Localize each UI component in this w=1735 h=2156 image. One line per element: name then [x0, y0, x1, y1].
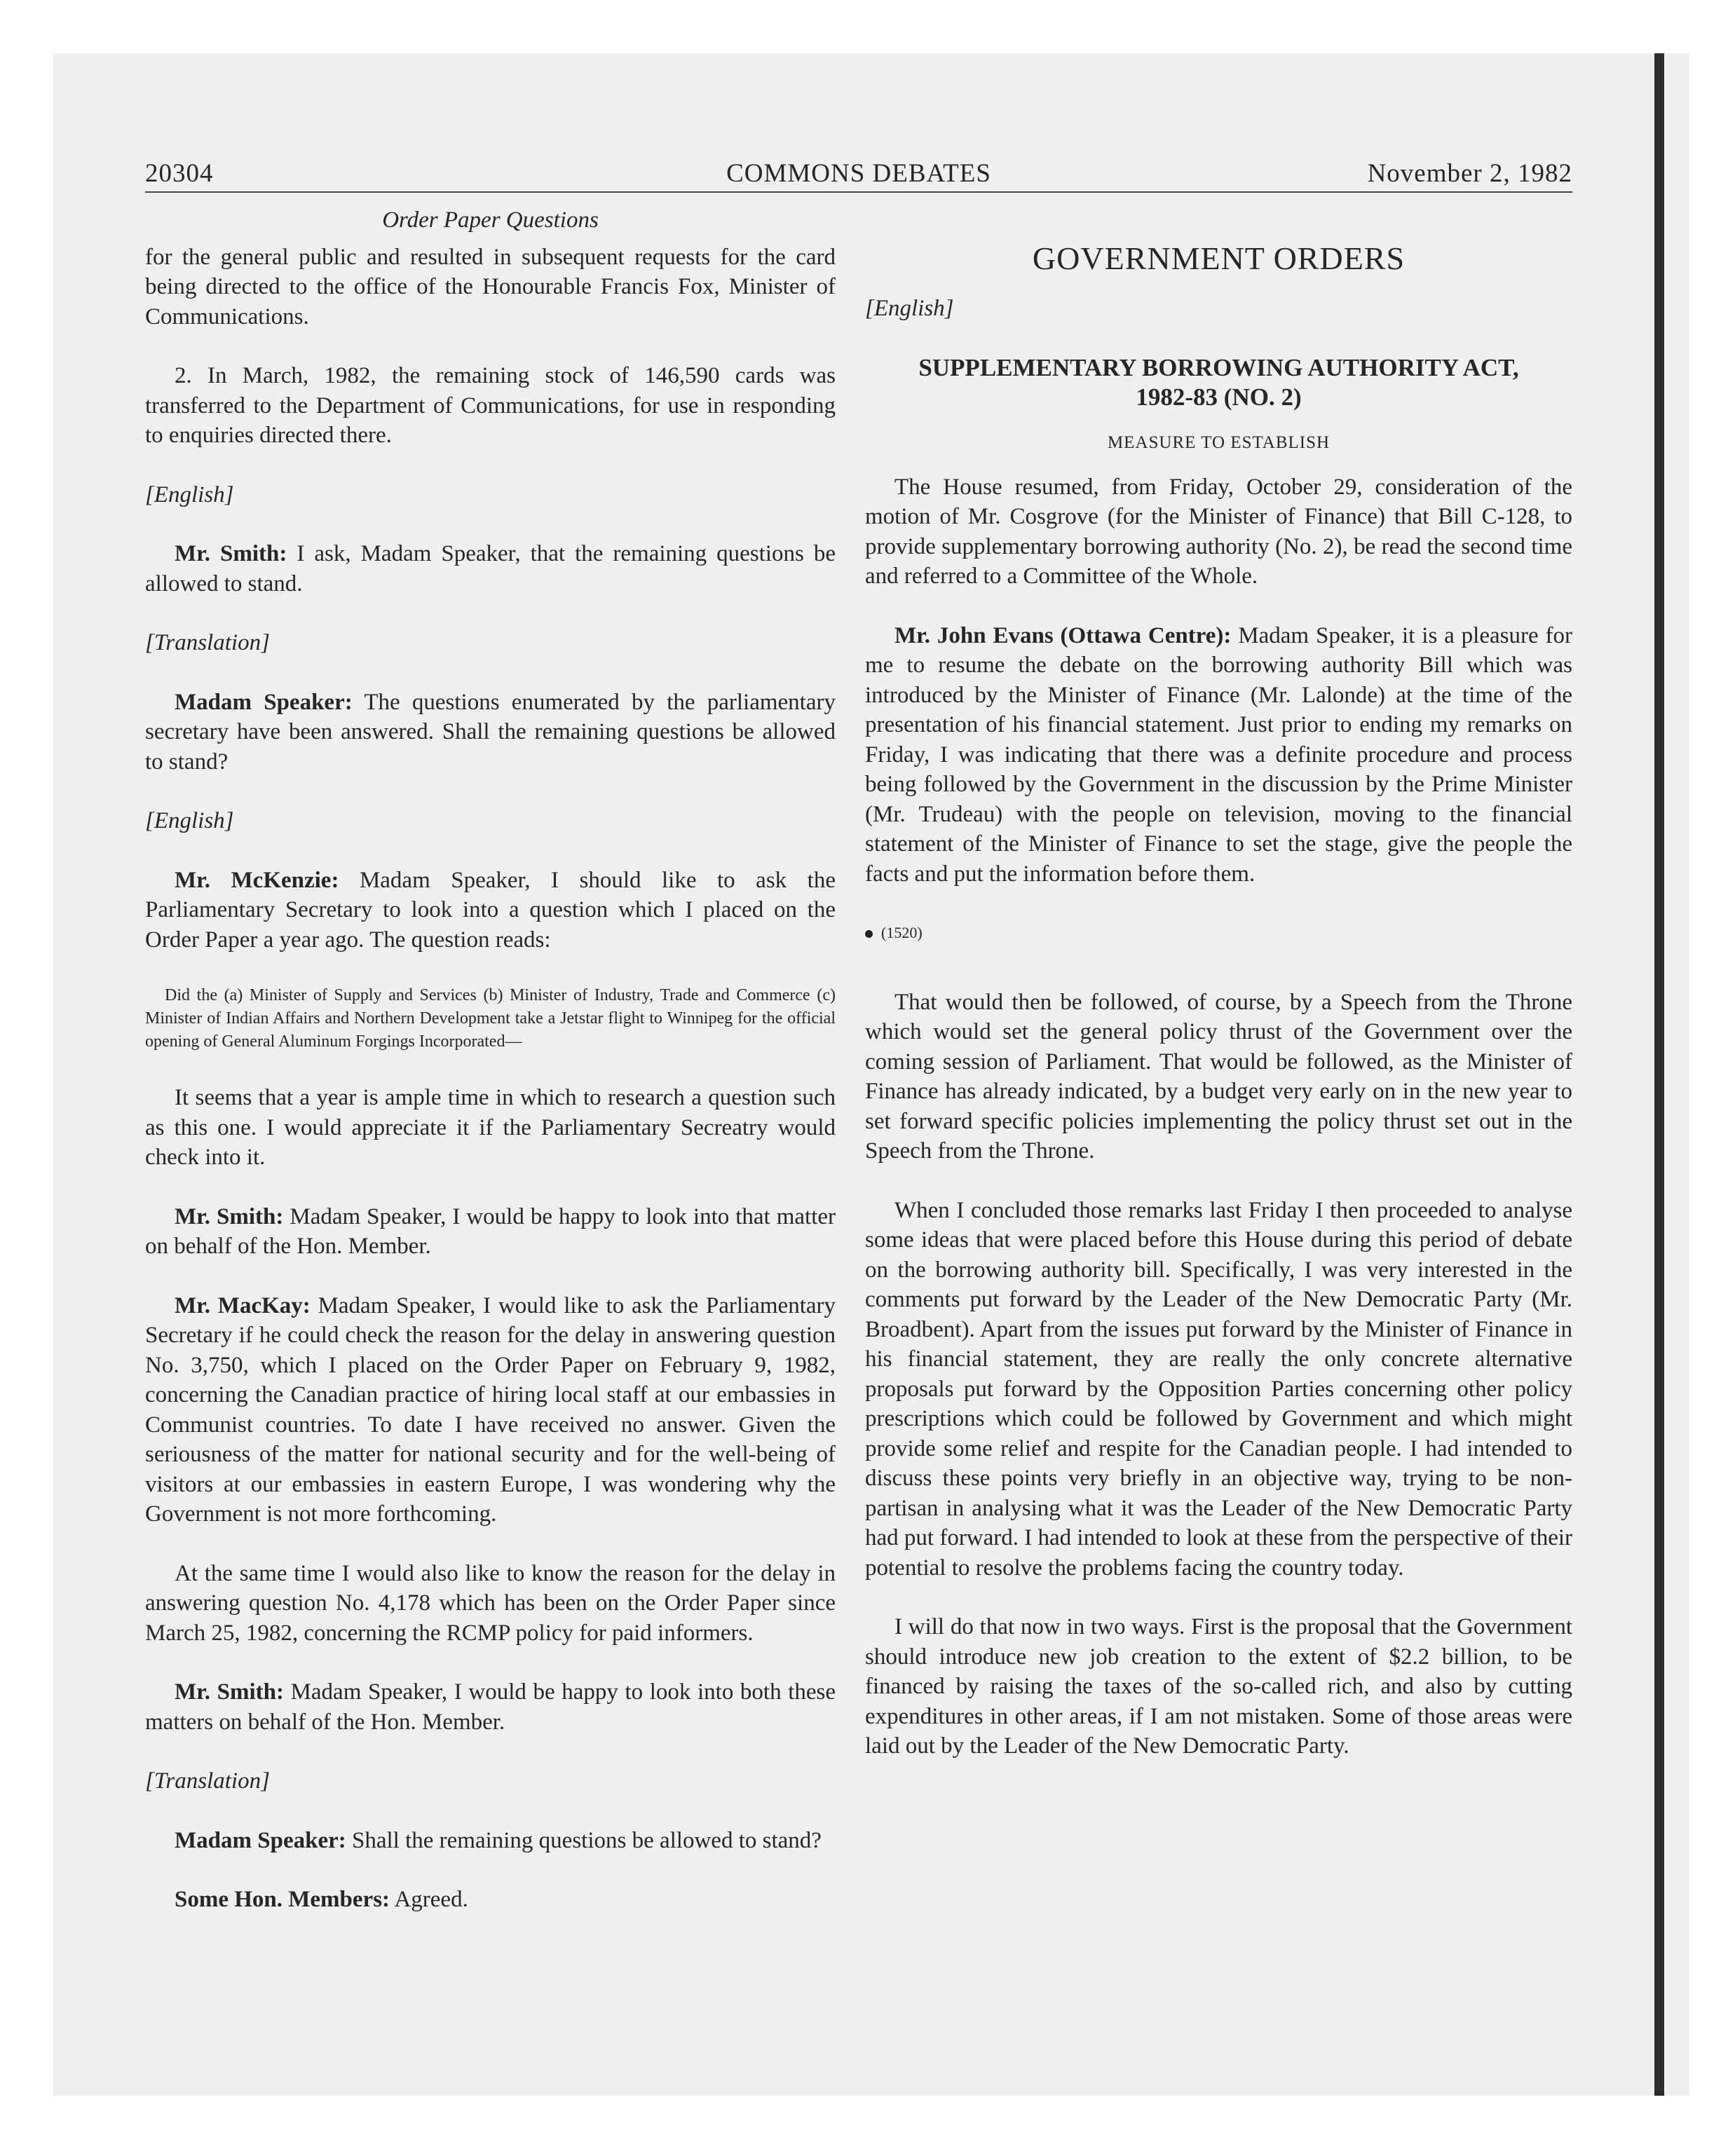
speech-text: The questions enumerated by the parliamentary secretary have been answered. Shall the remaining questions be allowed to stand?	[145, 689, 836, 775]
speaker-name: Some Hon. Members:	[175, 1887, 390, 1912]
language-marker: [English]	[145, 482, 234, 507]
bill-title-line: SUPPLEMENTARY BORROWING AUTHORITY ACT,	[918, 353, 1519, 381]
publication-title: COMMONS DEBATES	[726, 159, 991, 188]
paragraph: When I concluded those remarks last Friday I then proceeded to analyse some ideas that were placed before this House during this period of debate on the borrowing authority bill. Specifically, I was very interested in the comments put forward by the Leader of the New Democratic Party (Mr. Broadbent). Apart from the issues put forward by the Minister of Finance in his financial statement, they are really the only concrete alternative proposals put forward by the Opposition Parties concerning other policy prescriptions which could be followed by Government and which might provide some relief and respite for the Canadian people. I had intended to discuss these points very briefly in an objective way, trying to be non-partisan in analysing what it was the Leader of the New Democratic Party had put forward. I had intended to look at these from the perspective of their potential to resolve the problems facing the country today.	[865, 1197, 1572, 1581]
time-marker	[865, 918, 1572, 948]
paragraph: It seems that a year is ample time in which to research a question such as this one. I would appreciate it if the Parliamentary Secreatry would check into it.	[145, 1085, 836, 1170]
speech-paragraph	[145, 1677, 836, 1737]
publication-date: November 2, 1982	[1367, 159, 1572, 188]
paragraph: The House resumed, from Friday, October 29, consideration of the motion of Mr. Cosgrove (for the Minister of Finance) that Bill C-128, to provide supplementary borrowing authority (No. 2), be read the second time and referred to a Committee of the Whole.	[865, 474, 1572, 589]
speech-text: Madam Speaker, it is a pleasure for me to resume the debate on the borrowing authority Bill which was introduced by the Minister of Finance (Mr. Lalonde) at the time of the presentation of his financial statement. Just prior to ending my remarks on Friday, I was indicating that there was a definite procedure and process being followed by the Government in the discussion by the Prime Minister (Mr. Trudeau) with the people on television, moving to the financial statement of the Minister of Finance to set the stage, give the people the facts and put the information before them.	[865, 622, 1572, 887]
speaker-name: Mr. Smith:	[175, 1203, 284, 1229]
section-title: GOVERNMENT ORDERS	[1032, 240, 1406, 276]
time-marker-text: (1520)	[881, 924, 923, 941]
paragraph: for the general public and resulted in subsequent requests for the card being directed to the office of the Honourable Francis Fox, Minister of Communications.	[145, 244, 836, 329]
speech-text: Madam Speaker, I would be happy to look into both these matters on behalf of the Hon. Member.	[145, 1679, 836, 1735]
document-page	[145, 158, 1575, 2050]
speaker-name: Mr. McKenzie:	[175, 867, 339, 893]
speech-paragraph	[145, 1885, 836, 1915]
language-marker: [Translation]	[145, 1768, 270, 1794]
page-number: 20304	[145, 159, 214, 188]
speech-paragraph	[145, 1202, 836, 1262]
language-marker: [English]	[865, 296, 954, 321]
page-header	[145, 158, 1572, 193]
speaker-name: Madam Speaker:	[175, 689, 353, 715]
speech-text: Madam Speaker, I would be happy to look into that matter on behalf of the Hon. Member.	[145, 1203, 836, 1259]
left-column	[145, 205, 836, 1944]
speaker-name: Mr. John Evans (Ottawa Centre):	[894, 622, 1232, 648]
bullet-icon	[865, 930, 873, 938]
measure-subtitle: MEASURE TO ESTABLISH	[1107, 432, 1331, 452]
page-edge-shadow	[1654, 53, 1664, 2096]
speech-paragraph	[145, 1291, 836, 1529]
running-head: Order Paper Questions	[382, 207, 599, 233]
paragraph: That would then be followed, of course, by a Speech from the Throne which would set the general policy thrust of the Government over the coming session of Parliament. That would be followed, as the Minister of Finance has already indicated, by a budget very early on in the new year to set forward specific policies implementing the policy thrust set out in the Speech from the Throne.	[865, 989, 1572, 1164]
speech-text: Madam Speaker, I should like to ask the Parliamentary Secretary to look into a question which I placed on the Order Paper a year ago. The question reads:	[145, 867, 836, 953]
right-column	[865, 205, 1572, 1791]
speech-paragraph	[145, 866, 836, 955]
speaker-name: Mr. MacKay:	[175, 1292, 311, 1318]
speech-text: Shall the remaining questions be allowed to stand?	[346, 1827, 822, 1853]
speech-paragraph	[145, 1826, 836, 1856]
bill-title	[865, 353, 1572, 412]
speech-text: Agreed.	[390, 1887, 468, 1912]
speech-paragraph	[145, 539, 836, 599]
speaker-name: Madam Speaker:	[175, 1827, 346, 1853]
speech-paragraph	[145, 688, 836, 777]
bill-title-line: 1982-83 (NO. 2)	[1136, 383, 1302, 411]
paragraph: I will do that now in two ways. First is the proposal that the Government should introduce new job creation to the extent of $2.2 billion, to be financed by raising the taxes of the so-called rich, and also by cutting expenditures in other areas, if I am not mistaken. Some of those areas were laid out by the Leader of the New Democratic Party.	[865, 1614, 1572, 1759]
speaker-name: Mr. Smith:	[175, 541, 287, 566]
paragraph: 2. In March, 1982, the remaining stock of 146,590 cards was transferred to the Department of Communications, for use in responding to enquiries directed there.	[145, 363, 836, 448]
quoted-question: Did the (a) Minister of Supply and Services (b) Minister of Industry, Trade and Commerce (c) Minister of Indian Affairs and Northern Development take a Jetstar flight to Winnipeg for the official opening of General Aluminum Forgings Incorporated—	[145, 986, 836, 1051]
speech-text: I ask, Madam Speaker, that the remaining questions be allowed to stand.	[145, 541, 836, 596]
speech-paragraph	[865, 621, 1572, 889]
speech-text: Madam Speaker, I would like to ask the Parliamentary Secretary if he could check the reason for the delay in answering question No. 3,750, which I placed on the Order Paper on February 9, 1982, concerning the Canadian practice of hiring local staff at our embassies in Communist countries. To date I have received no answer. Given the seriousness of the matter for national security and for the well-being of visitors at our embassies in eastern Europe, I was wondering why the Government is not more forthcoming.	[145, 1292, 836, 1527]
paragraph: At the same time I would also like to know the reason for the delay in answering question No. 4,178 which has been on the Order Paper since March 25, 1982, concerning the RCMP policy for paid informers.	[145, 1560, 836, 1646]
speaker-name: Mr. Smith:	[175, 1679, 284, 1705]
language-marker: [English]	[145, 808, 234, 833]
language-marker: [Translation]	[145, 630, 270, 655]
